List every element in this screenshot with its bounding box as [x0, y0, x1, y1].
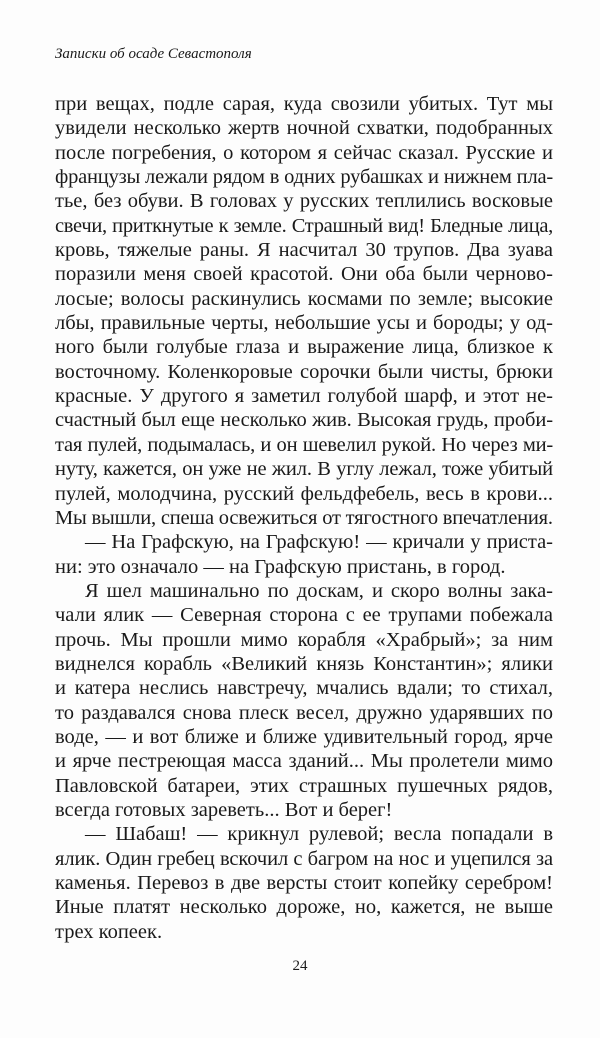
- text-line: тая пулей, подымалась, и он шевелил рукой. Но через ми-: [55, 433, 553, 456]
- text-line: увидели несколько жертв ночной схватки, подобранных: [55, 117, 553, 140]
- text-line: поразили меня своей красотой. Они оба были черново-: [55, 263, 553, 286]
- text-line: восточному. Коленкоровые сорочки были чисты, брюки: [55, 360, 553, 383]
- page-number: 24: [292, 958, 308, 974]
- text-line: кровь, тяжелые раны. Я насчитал 30 трупов. Два зуава: [55, 239, 553, 262]
- text-line: всегда готовых зареветь... Вот и берег!: [55, 798, 393, 821]
- text-line: Мы вышли, спеша освежиться от тягостного впечатления.: [55, 506, 553, 529]
- text-line: и ярче пестреющая масса зданий... Мы пролетели мимо: [55, 750, 553, 773]
- text-line: при вещах, подле сарая, куда свозили убитых. Тут мы: [55, 93, 553, 115]
- text-line: счастный был еще несколько жив. Высокая грудь, проби-: [55, 409, 553, 432]
- text-line: ялик. Один гребец вскочил с багром на нос и уцепился за: [55, 847, 553, 870]
- text-line: — На Графскую, на Графскую! — кричали у приста-: [85, 531, 553, 554]
- body-text: [55, 92, 553, 944]
- text-line: ни: это означало — на Графскую пристань, в город.: [55, 555, 506, 578]
- text-line: и катера неслись навстречу, мчались вдали; то стихал,: [55, 677, 553, 700]
- text-line: — Шабаш! — крикнул рулевой; весла попадали в: [85, 823, 553, 846]
- text-line: прочь. Мы прошли мимо корабля «Храбрый»; за ним: [55, 628, 553, 651]
- text-line: виднелся корабль «Великий князь Константин»; ялики: [55, 652, 553, 675]
- text-line: после погребения, о котором я сейчас сказал. Русские и: [55, 141, 553, 164]
- text-line: воде, — и вот ближе и ближе удивительный город, ярче: [55, 725, 553, 748]
- text-line: французы лежали рядом в одних рубашках и нижнем пла-: [55, 166, 553, 189]
- text-line: каменья. Перевоз в две версты стоит копейку серебром!: [55, 872, 553, 894]
- text-line: тье, без обуви. В головах у русских теплились восковые: [55, 190, 553, 213]
- text-line: свечи, приткнутые к земле. Страшный вид! Бледные лица,: [55, 214, 553, 237]
- text-line: Павловской батареи, этих страшных пушечных рядов,: [55, 774, 553, 797]
- text-line: трех копеек.: [55, 920, 163, 943]
- text-line: красные. У другого я заметил голубой шарф, и этот не-: [55, 385, 553, 408]
- text-line: лбы, правильные черты, небольшие усы и бороды; у од-: [55, 312, 553, 335]
- text-line: то раздавался снова плеск весел, дружно ударявших по: [55, 701, 553, 724]
- text-line: лосые; волосы раскинулись космами по земле; высокие: [55, 287, 553, 310]
- text-line: чали ялик — Северная сторона с ее трупами побежала: [55, 604, 553, 627]
- text-line: Иные платят несколько дороже, но, кажется, не выше: [55, 896, 553, 919]
- text-line: пулей, молодчина, русский фельдфебель, весь в крови...: [55, 482, 553, 505]
- text-line: ного были голубые глаза и выражение лица, близкое к: [55, 336, 553, 359]
- running-head: Записки об осаде Севастополя: [55, 46, 252, 62]
- text-line: Я шел машинально по доскам, и скоро волны зака-: [85, 579, 553, 602]
- text-line: нуту, кажется, он уже не жил. В углу лежал, тоже убитый: [55, 458, 553, 481]
